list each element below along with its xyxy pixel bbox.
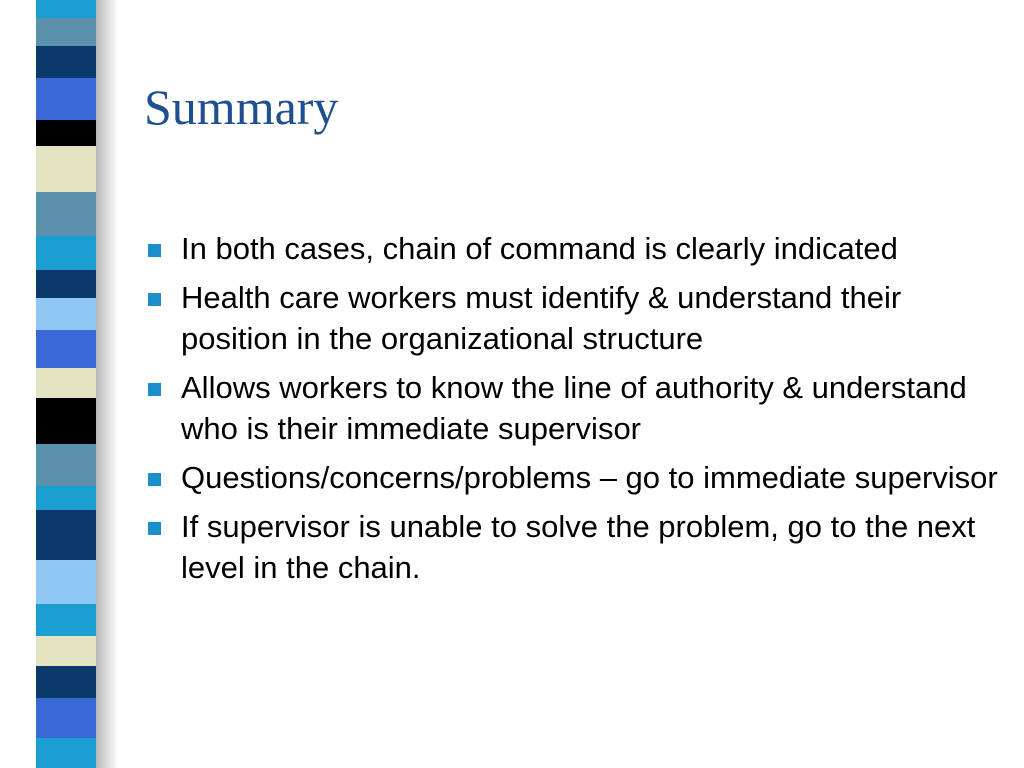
- stripe-band: [36, 444, 96, 486]
- square-bullet-icon: [148, 244, 161, 257]
- stripe-band: [36, 192, 96, 236]
- stripe-band: [36, 78, 96, 120]
- stripe-band: [36, 146, 96, 192]
- stripe-band: [36, 738, 96, 768]
- stripe-band: [36, 298, 96, 330]
- bullet-item: [144, 228, 1004, 269]
- bullet-item: [144, 506, 1004, 588]
- bullet-text: Health care workers must identify & understand their position in the organizational structure: [181, 280, 902, 356]
- stripe-band: [36, 698, 96, 738]
- stripe-shadow: [96, 0, 118, 768]
- stripe-band: [36, 604, 96, 636]
- stripe-band: [36, 486, 96, 510]
- bullet-text: In both cases, chain of command is clearly indicated: [181, 231, 898, 266]
- stripe-band: [36, 236, 96, 270]
- bullet-text: If supervisor is unable to solve the problem, go to the next level in the chain.: [181, 509, 976, 585]
- stripe-band: [36, 560, 96, 604]
- stripe-band: [36, 46, 96, 78]
- stripe-band: [36, 398, 96, 444]
- bullet-item: [144, 457, 1004, 498]
- square-bullet-icon: [148, 522, 161, 535]
- bullet-item: [144, 277, 1004, 359]
- stripe-band: [36, 510, 96, 560]
- square-bullet-icon: [148, 383, 161, 396]
- stripe-band: [36, 270, 96, 298]
- bullet-text: Questions/concerns/problems – go to immediate supervisor: [181, 460, 998, 495]
- bullet-list: [144, 228, 1004, 596]
- stripe-band: [36, 368, 96, 398]
- bullet-item: [144, 367, 1004, 449]
- stripe-band: [36, 0, 96, 18]
- bullet-text: Allows workers to know the line of authority & understand who is their immediate supervisor: [181, 370, 967, 446]
- stripe-band: [36, 330, 96, 368]
- stripe-band: [36, 666, 96, 698]
- stripe-band: [36, 120, 96, 146]
- stripe-band: [36, 636, 96, 666]
- stripe-band: [36, 18, 96, 46]
- square-bullet-icon: [148, 293, 161, 306]
- square-bullet-icon: [148, 473, 161, 486]
- slide-title: Summary: [144, 79, 339, 135]
- decorative-stripe: [36, 0, 96, 768]
